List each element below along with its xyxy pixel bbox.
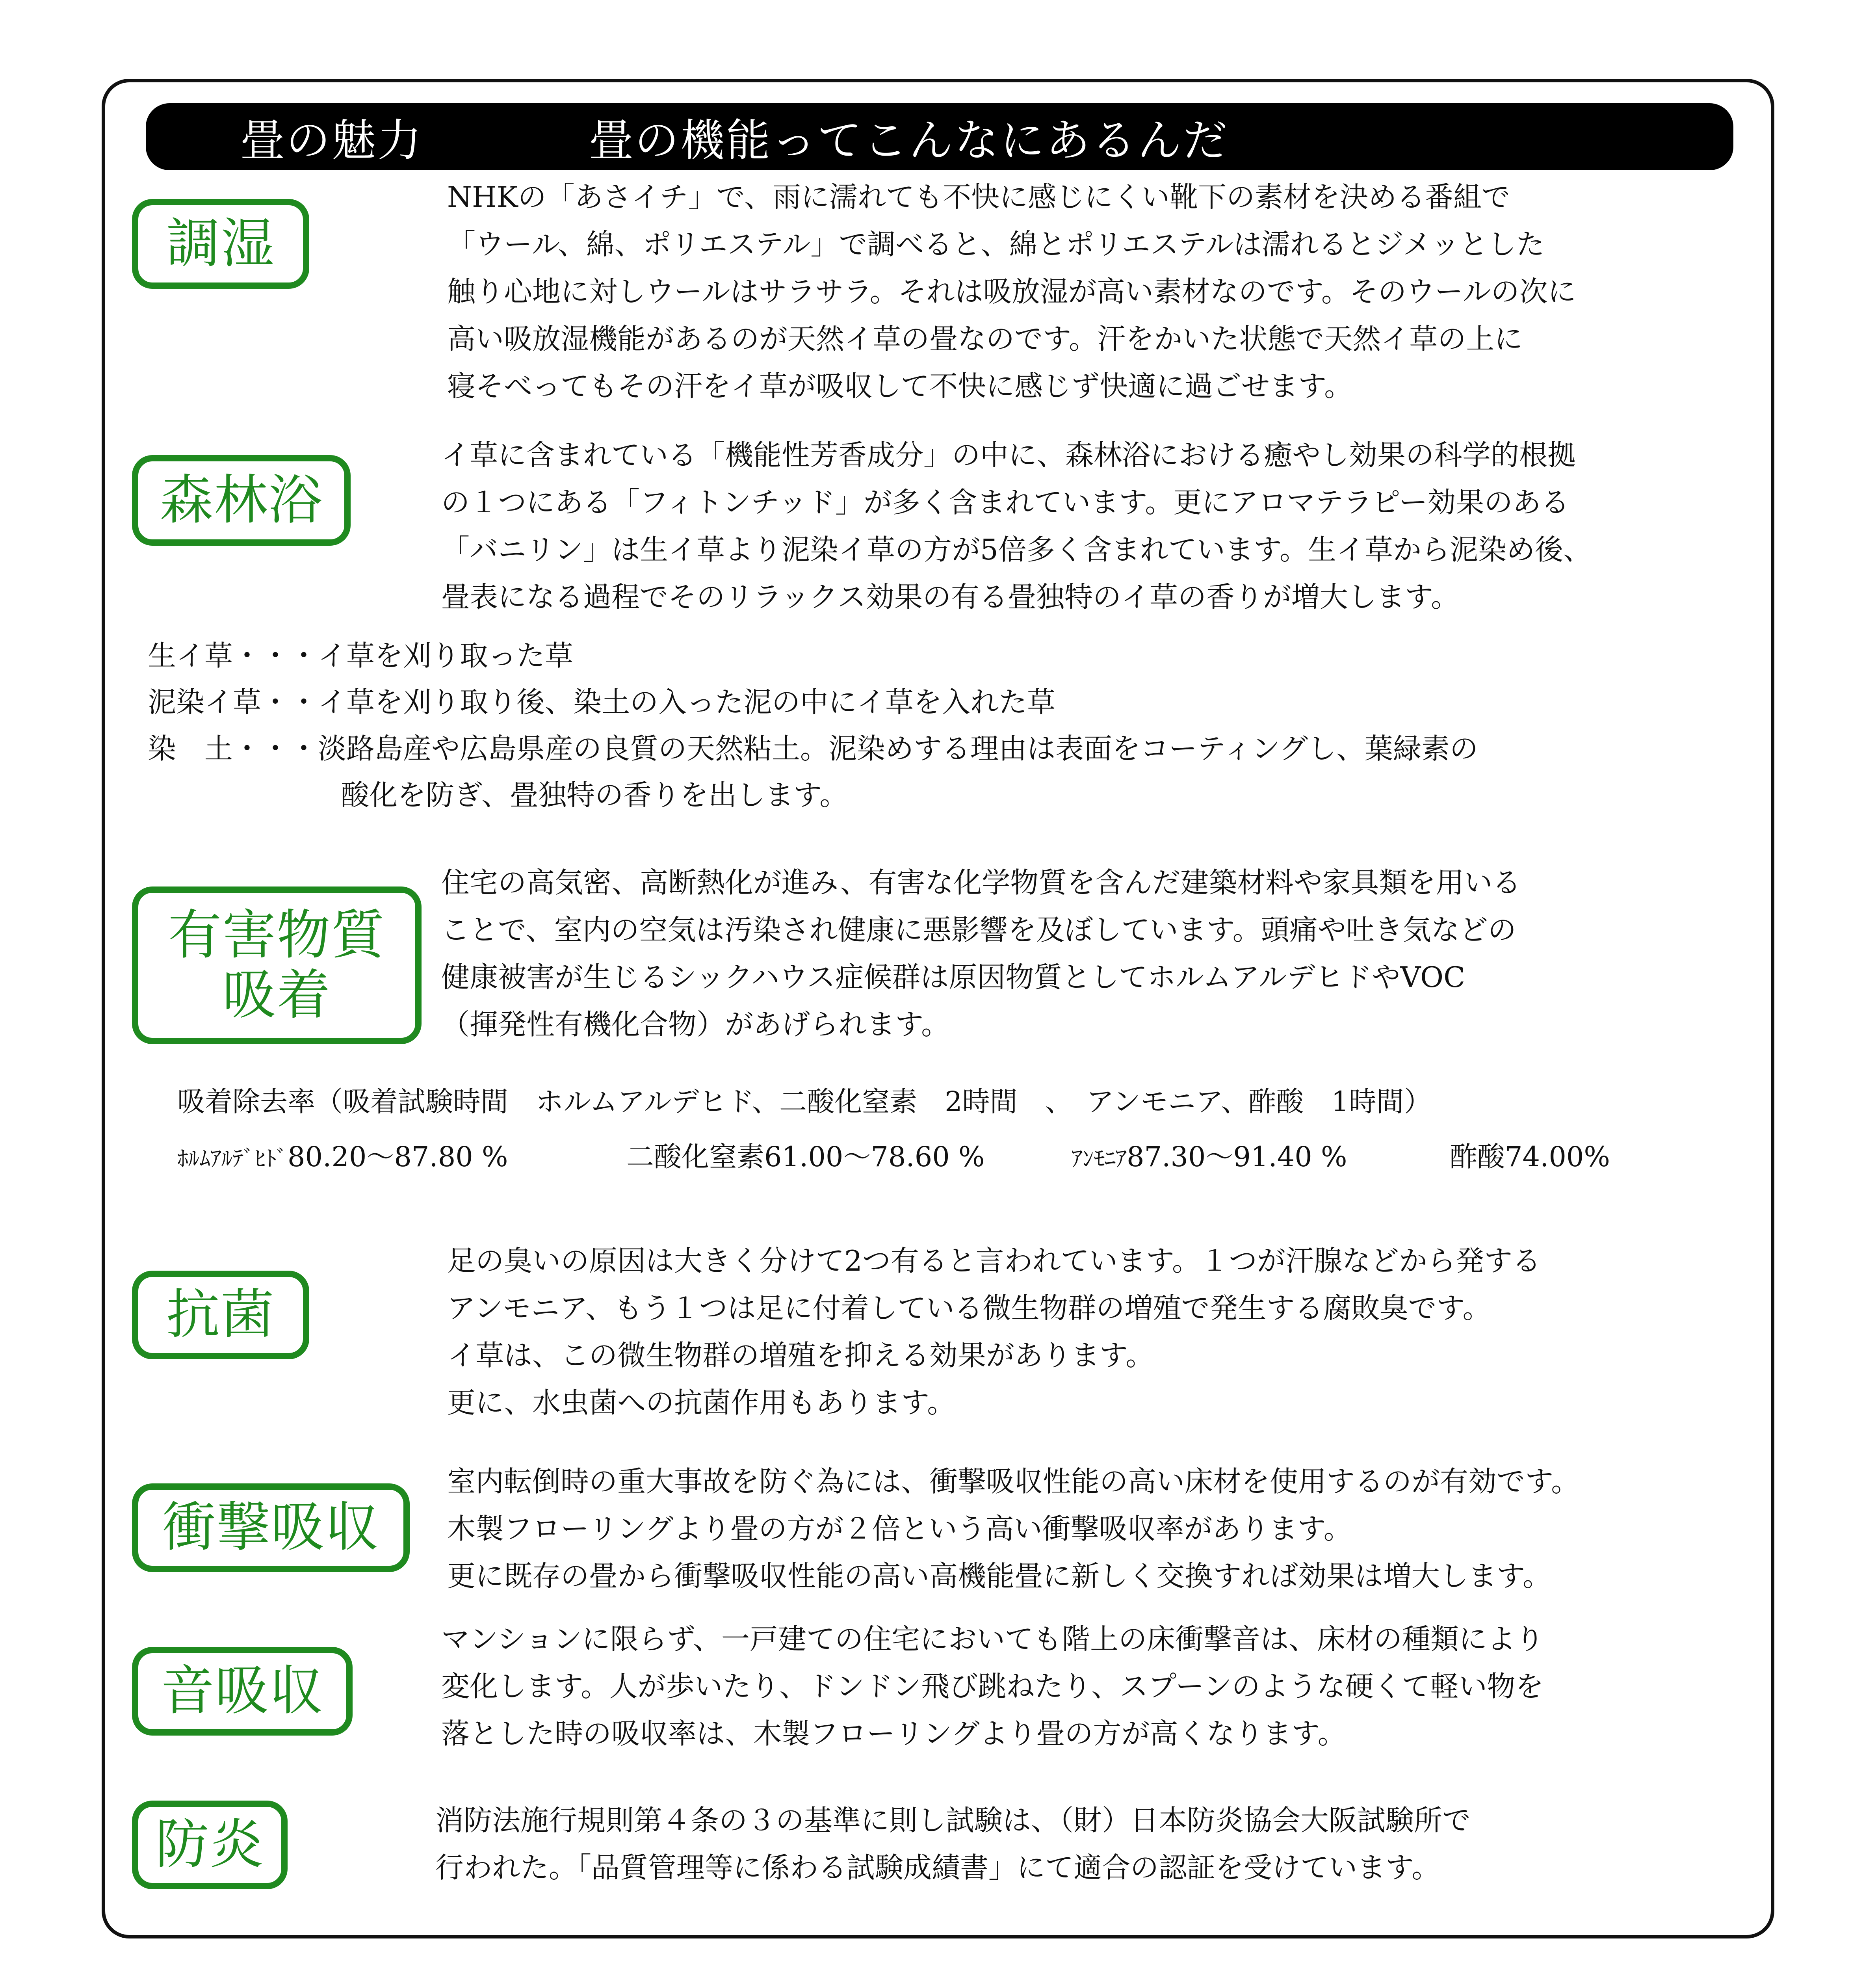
impact-line: 木製フローリングより畳の方が２倍という高い衝撃吸収率があります。: [447, 1512, 1352, 1545]
rate-formaldehyde: [177, 1135, 508, 1175]
functions-banner: [146, 103, 1733, 170]
sound-line: 変化します。人が歩いたり、ドンドン飛び跳ねたり、スプーンのような硬くて軽い物を: [441, 1670, 1544, 1703]
note-row: [148, 632, 1478, 679]
note-desc: 淡路島産や広島県産の良質の天然粘土。泥染めする理由は表面をコーティングし、葉緑素の: [318, 732, 1478, 765]
rate-ammonia: [1072, 1135, 1347, 1175]
note-continuation: 酸化を防ぎ、畳独特の香りを出します。: [341, 779, 848, 812]
note-row: [148, 725, 1478, 772]
humidity-line: 触り心地に対しウールはサラサラ。それは吸放湿が高い素材なのです。そのウールの次に: [447, 275, 1576, 308]
adsorption-rate-header: 吸着除去率（吸着試験時間 ホルムアルデヒド、二酸化窒素 2時間 、 アンモニア、酢酸 1時間）: [177, 1085, 1432, 1118]
rate-nitrogen-dioxide: [626, 1135, 985, 1175]
adsorption-line: 住宅の高気密、高断熱化が進み、有害な化学物質を含んだ建築材料や家具類を用いる: [441, 866, 1521, 899]
sound-line: 落とした時の吸収率は、木製フローリングより畳の方が高くなります。: [441, 1717, 1346, 1750]
antibacterial-line: 足の臭いの原因は大きく分けて2つ有ると言われています。１つが汗腺などから発する: [447, 1244, 1541, 1277]
fire-text: [435, 1797, 1471, 1891]
banner-title-left: 畳の魅力: [240, 115, 423, 166]
humidity-line: 高い吸放湿機能があるのが天然イ草の畳なのです。汗をかいた状態で天然イ草の上に: [447, 322, 1523, 355]
impact-line: 更に既存の畳から衝撃吸収性能の高い高機能畳に新しく交換すれば効果は増大します。: [447, 1559, 1551, 1593]
forest-text: [441, 431, 1592, 621]
antibacterial-line: イ草は、この微生物群の増殖を抑える効果があります。: [447, 1339, 1154, 1372]
label-impact-text: 衝撃吸収: [162, 1496, 380, 1559]
note-term: 泥染イ草・・: [148, 686, 318, 719]
rate-name: ｱﾝﾓﾆｱ: [1072, 1146, 1127, 1172]
label-humidity: [132, 199, 309, 289]
fire-line: 行われた。「品質管理等に係わる試験成績書」にて適合の認証を受けています。: [435, 1851, 1440, 1884]
rate-acetic-acid: [1450, 1135, 1610, 1175]
adsorption-line: （揮発性有機化合物）があげられます。: [441, 1008, 950, 1041]
humidity-line: NHKの「あさイチ」で、雨に濡れても不快に感じにくい靴下の素材を決める番組で: [447, 180, 1510, 214]
rate-value: 74.00%: [1505, 1141, 1610, 1173]
label-sound-text: 音吸収: [161, 1660, 324, 1723]
label-adsorption: [132, 886, 422, 1044]
rate-name: ﾎﾙﾑｱﾙﾃﾞﾋﾄﾞ: [177, 1146, 288, 1172]
rate-value: 87.30～91.40 %: [1127, 1141, 1347, 1173]
rate-value: 80.20～87.80 %: [288, 1141, 508, 1173]
humidity-line: 「ウール、綿、ポリエステル」で調べると、綿とポリエステルは濡れるとジメッとした: [447, 228, 1545, 261]
igusa-notes: [148, 632, 1478, 818]
humidity-text: [447, 173, 1576, 410]
note-term: 染 土・・・: [148, 732, 318, 765]
sound-text: [441, 1615, 1544, 1757]
label-impact-absorption: [132, 1483, 410, 1572]
impact-line: 室内転倒時の重大事故を防ぐ為には、衝撃吸収性能の高い床材を使用するのが有効です。: [447, 1465, 1580, 1498]
label-flame-resistance: [132, 1801, 288, 1889]
note-row: [148, 679, 1478, 725]
label-adsorption-line1: 有害物質: [168, 904, 386, 966]
banner-title-right: 畳の機能ってこんなにあるんだ: [589, 115, 1229, 166]
label-antibacterial-text: 抗菌: [166, 1284, 275, 1346]
label-adsorption-line2: 吸着: [222, 964, 331, 1026]
humidity-line: 寝そべってもその汗をイ草が吸収して不快に感じず快適に過ごせます。: [447, 370, 1353, 403]
label-forest-text: 森林浴: [160, 469, 323, 532]
note-term: 生イ草・・・: [148, 639, 318, 672]
forest-line: 畳表になる過程でそのリラックス効果の有る畳独特のイ草の香りが増大します。: [441, 580, 1460, 613]
rate-name: 酢酸: [1450, 1141, 1505, 1173]
antibacterial-text: [447, 1237, 1541, 1426]
forest-line: イ草に含まれている「機能性芳香成分」の中に、森林浴における癒やし効果の科学的根拠: [441, 439, 1576, 472]
adsorption-line: 健康被害が生じるシックハウス症候群は原因物質としてホルムアルデヒドやVOC: [441, 961, 1466, 994]
adsorption-text: [441, 859, 1521, 1048]
fire-line: 消防法施行規則第４条の３の基準に則し試験は、（財）日本防炎協会大阪試験所で: [435, 1804, 1471, 1837]
label-antibacterial: [132, 1271, 309, 1359]
note-desc: イ草を刈り取った草: [318, 639, 574, 672]
antibacterial-line: アンモニア、もう１つは足に付着している微生物群の増殖で発生する腐敗臭です。: [447, 1292, 1491, 1325]
label-fire-text: 防炎: [155, 1814, 264, 1876]
note-desc: イ草を刈り取り後、染土の入った泥の中にイ草を入れた草: [318, 686, 1056, 719]
rate-name: 二酸化窒素: [626, 1141, 764, 1173]
forest-line: 「バニリン」は生イ草より泥染イ草の方が5倍多く含まれています。生イ草から泥染め後、: [441, 533, 1592, 566]
forest-line: の１つにある「フィトンチッド」が多く含まれています。更にアロマテラピー効果のある: [441, 486, 1570, 519]
label-forest-bathing: [132, 455, 351, 546]
sound-line: マンションに限らず、一戸建ての住宅においても階上の床衝撃音は、床材の種類により: [441, 1622, 1544, 1656]
antibacterial-line: 更に、水虫菌への抗菌作用もあります。: [447, 1386, 956, 1419]
rate-value: 61.00～78.60 %: [764, 1141, 985, 1173]
impact-text: [447, 1458, 1579, 1600]
adsorption-line: ことで、室内の空気は汚染され健康に悪影響を及ぼしています。頭痛や吐き気などの: [441, 913, 1516, 946]
label-humidity-text: 調湿: [166, 212, 275, 275]
label-sound-absorption: [132, 1647, 353, 1736]
